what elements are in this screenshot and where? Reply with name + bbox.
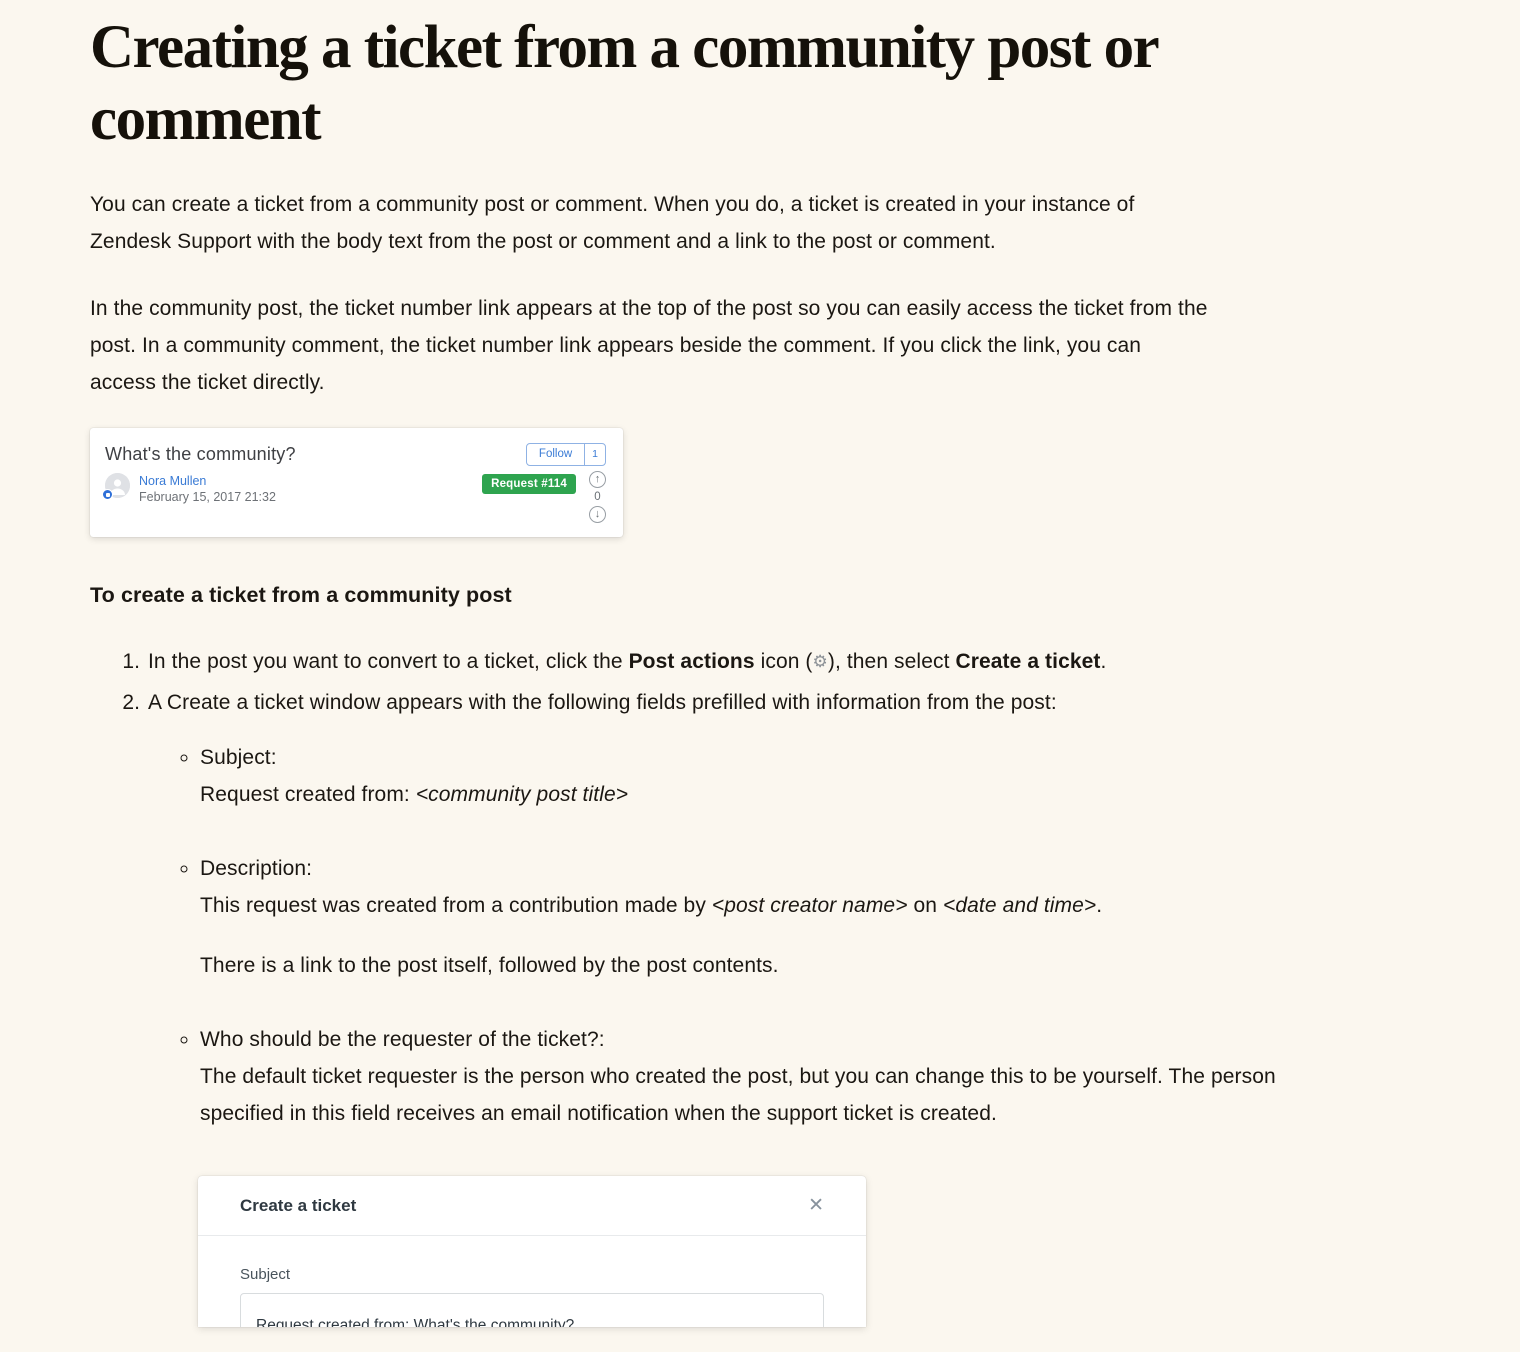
post-header-row [105,441,606,467]
steps-list [90,642,1430,723]
step-1-create-ticket-label: Create a ticket [955,650,1101,674]
section-heading: To create a ticket from a community post [90,583,512,608]
upvote-icon[interactable]: ↑ [589,471,606,488]
post-actions-area [482,473,606,523]
downvote-icon[interactable]: ↓ [589,506,606,523]
field-requester-label: ◦ Who should be the requester of the ticket?: [200,1028,605,1052]
follower-count[interactable]: 1 [584,444,605,466]
description-text-c: . [1096,894,1103,918]
intro-paragraph-1: You can create a ticket from a community post or comment. When you do, a ticket is created in your instance of Zendesk Support with the body text from the post or comment and a link to the post or comment. [90,192,1135,253]
field-description-value [200,887,1300,924]
gear-icon: ⚙ [812,652,828,672]
close-icon[interactable]: ✕ [808,1195,824,1217]
field-requester [200,1021,1300,1132]
modal-subject-input[interactable] [240,1293,824,1327]
subject-value-placeholder: <community post title> [415,783,629,807]
field-description [200,850,1300,984]
field-description-note: There is a link to the post itself, followed by the post contents. [200,954,779,978]
field-requester-value: The default ticket requester is the person who created the post, but you can change this to be yourself. The person specified in this field receives an email notification when the support ticket is created. [200,1065,1276,1126]
field-description-label: ◦ Description: [200,857,313,881]
step-1-text-b: icon ( [754,650,813,674]
step-2: 2. A Create a ticket window appears with the following fields prefilled with information from the post: [146,683,1306,723]
page-title: Creating a ticket from a community post or comment [90,14,1158,153]
article-page [0,12,1520,1327]
create-ticket-modal-screenshot [198,1176,866,1327]
modal-title: Create a ticket [240,1195,357,1215]
vote-count: 0 [594,491,601,504]
description-text-b: on [907,894,943,918]
step-1-text-d: . [1100,650,1107,674]
community-post-screenshot [90,428,623,538]
post-title: What's the community? [105,443,296,464]
vote-controls [589,471,606,523]
follow-button[interactable] [526,443,606,467]
subject-value-text: Request created from: [200,783,416,807]
description-placeholder-1: <post creator name> [711,894,908,918]
post-author-link[interactable]: Nora Mullen [139,474,207,489]
prefilled-fields-list [90,739,1430,1132]
step-1-post-actions-label: Post actions [628,650,755,674]
description-text-a: This request was created from a contribution made by [200,894,712,918]
step-1 [146,642,1306,683]
field-subject [200,739,1300,813]
user-role-badge-icon [102,489,113,500]
step-1-text-c: ), then select [827,650,956,674]
intro-paragraph-2: In the community post, the ticket number link appears at the top of the post so you can easily access the ticket from the post. In a community comment, the ticket number link appears beside the comment. If you click the link, you can access the ticket directly. [90,296,1208,394]
modal-header [198,1176,866,1236]
modal-subject-label: Subject [240,1266,291,1284]
modal-body [198,1236,866,1327]
request-number-badge[interactable]: Request #114 [482,474,576,494]
description-placeholder-2: <date and time> [943,894,1097,918]
avatar [105,473,130,498]
post-date: February 15, 2017 21:32 [139,490,276,505]
field-subject-value [200,776,1300,813]
post-meta-row [105,473,606,523]
field-subject-label: ◦ Subject: [200,746,277,770]
post-meta-text [139,473,276,504]
step-1-text-a: In the post you want to convert to a ticket, click the [148,650,629,674]
follow-button-label[interactable]: Follow [538,447,573,460]
